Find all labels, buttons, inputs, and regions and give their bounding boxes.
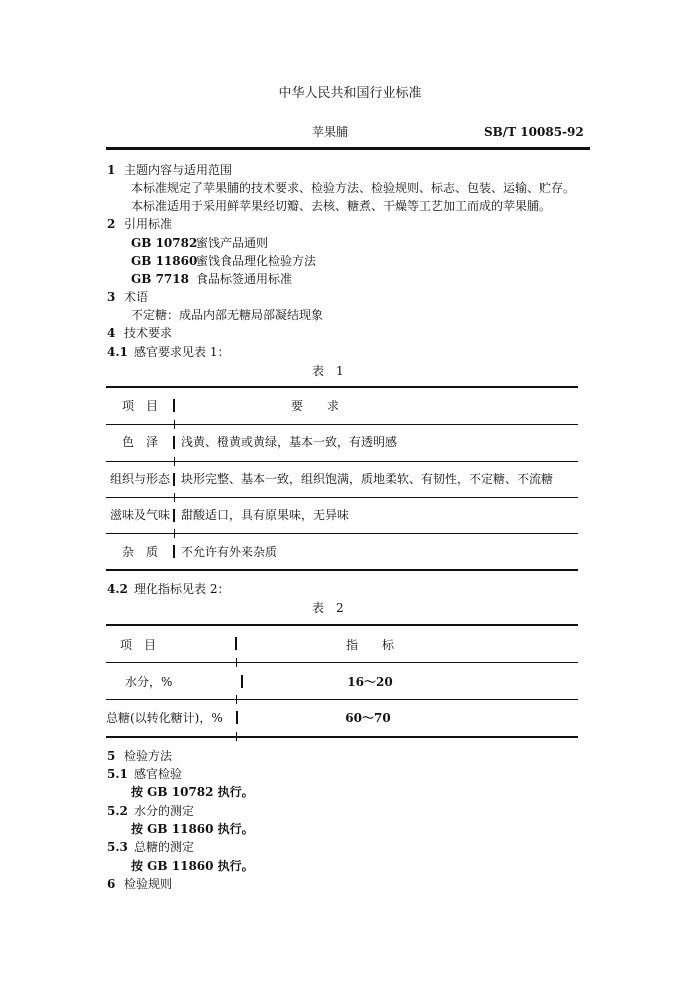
section-5-1-title: 感官检验: [134, 767, 183, 781]
table-1-row-item: 组织与形态: [109, 472, 170, 486]
table-2-header-item: 项 目: [120, 638, 157, 652]
column-divider: [241, 675, 243, 688]
divider-tick: [174, 420, 175, 429]
standard-title: 中华人民共和国行业标准: [278, 86, 422, 101]
section-5-3-title: 总糖的测定: [134, 840, 195, 854]
standard-code: SB/T 10085-92: [484, 125, 584, 139]
section-2-title: 引用标准: [124, 217, 173, 231]
table-rule: [106, 662, 578, 663]
section-1-paragraph-1: 本标准规定了苹果脯的技术要求、检验方法、检验规则、标志、包装、运输、贮存。: [131, 181, 576, 195]
divider-tick: [236, 732, 237, 741]
table-rule: [106, 736, 578, 738]
table-2-row-item: 总糖(以转化糖计)，%: [106, 711, 223, 725]
table-rule: [106, 386, 578, 388]
divider-tick: [174, 457, 175, 466]
section-5-2-number: 5.2: [107, 804, 128, 818]
section-5-1-number: 5.1: [107, 767, 128, 781]
table-2-row-item: 水分，%: [125, 675, 173, 689]
table-1-header-requirement: 要 求: [290, 399, 339, 413]
divider-tick: [236, 695, 237, 704]
section-4-2-number: 4.2: [107, 582, 128, 596]
section-4-1-number: 4.1: [107, 345, 128, 359]
table-1-header-item: 项 目: [121, 399, 158, 413]
section-5-2-title: 水分的测定: [134, 804, 195, 818]
table-1-caption: 表 1: [312, 364, 344, 378]
reference-name: 蜜饯食品理化检验方法: [196, 254, 317, 268]
product-name: 苹果脯: [312, 125, 349, 139]
section-3-definition: 不定糖：成品内部无糖局部凝结现象: [131, 308, 324, 322]
table-1-row-item: 杂 质: [121, 545, 158, 559]
header-rule: [106, 147, 590, 150]
section-2-number: 2: [107, 217, 116, 231]
section-5-title: 检验方法: [124, 749, 173, 763]
table-rule: [106, 624, 578, 626]
table-rule: [106, 533, 578, 534]
section-1-title: 主题内容与适用范围: [124, 163, 233, 177]
section-5-number: 5: [107, 749, 116, 763]
reference-code: GB 7718: [131, 272, 189, 286]
table-rule: [106, 699, 578, 700]
section-5-3-number: 5.3: [107, 840, 128, 854]
table-1-row-item: 滋味及气味: [109, 508, 170, 522]
section-1-number: 1: [107, 163, 116, 177]
section-1-paragraph-2: 本标准适用于采用鲜苹果经切瓣、去核、糖煮、干燥等工艺加工而成的苹果脯。: [131, 199, 552, 213]
table-2-row-value: 16～20: [347, 675, 393, 689]
table-2-row-value: 60～70: [345, 711, 391, 725]
divider-tick: [174, 529, 175, 538]
table-1-row-item: 色 泽: [121, 435, 158, 449]
table-1-row-requirement: 块形完整、基本一致，组织饱满，质地柔软、有韧性，不定糖、不流糖: [181, 472, 554, 486]
reference-name: 食品标签通用标准: [196, 272, 293, 286]
table-2-caption: 表 2: [312, 601, 344, 615]
section-6-number: 6: [107, 877, 116, 891]
table-rule: [106, 461, 578, 462]
column-divider: [236, 711, 238, 724]
section-3-number: 3: [107, 290, 116, 304]
section-4-2-title: 理化指标见表 2：: [134, 582, 230, 596]
reference-name: 蜜饯产品通则: [196, 236, 269, 250]
column-divider: [235, 637, 237, 650]
section-5-3-body: 按 GB 11860 执行。: [131, 859, 254, 873]
reference-code: GB 11860: [131, 254, 198, 268]
section-4-title: 技术要求: [124, 326, 173, 340]
table-rule: [106, 424, 578, 425]
table-1-row-requirement: 不允许有外来杂质: [181, 545, 278, 559]
section-6-title: 检验规则: [124, 877, 173, 891]
table-1-row-requirement: 浅黄、橙黄或黄绿，基本一致，有透明感: [181, 435, 398, 449]
section-4-1-title: 感官要求见表 1：: [134, 345, 230, 359]
section-3-title: 术语: [124, 290, 149, 304]
section-5-2-body: 按 GB 11860 执行。: [131, 822, 254, 836]
reference-code: GB 10782: [131, 236, 198, 250]
table-rule: [106, 497, 578, 498]
table-2-header-index: 指 标: [345, 638, 394, 652]
table-rule: [106, 569, 578, 571]
section-5-1-body: 按 GB 10782 执行。: [131, 785, 254, 799]
divider-tick: [174, 493, 175, 502]
section-4-number: 4: [107, 326, 116, 340]
table-1-row-requirement: 甜酸适口，具有原果味，无异味: [181, 508, 350, 522]
divider-tick: [236, 658, 237, 667]
